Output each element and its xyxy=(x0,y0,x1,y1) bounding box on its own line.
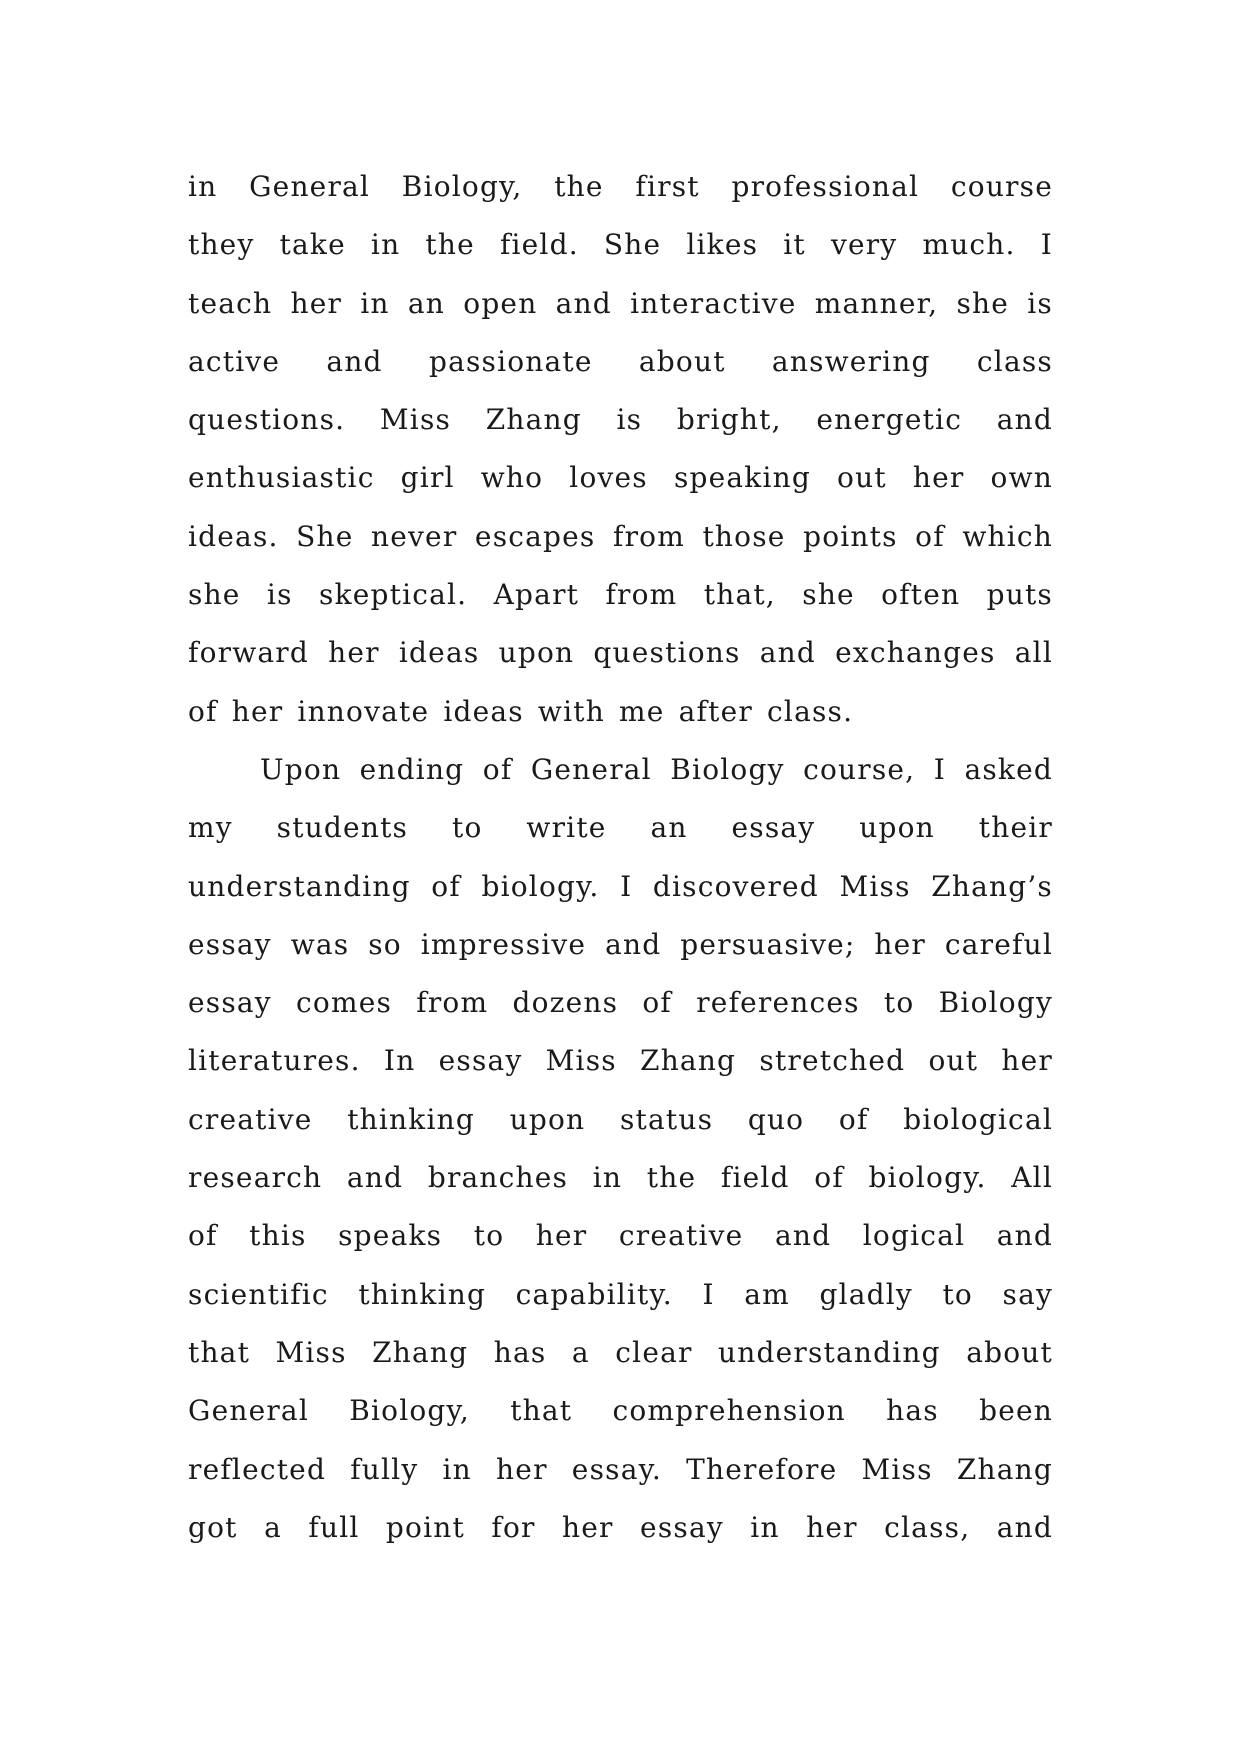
text-line: of this speaks to her creative and logical and xyxy=(188,1219,1053,1253)
text-line: she is skeptical. Apart from that, she often puts xyxy=(188,578,1053,612)
text-line: scientific thinking capability. I am gladly to say xyxy=(188,1277,1053,1311)
text-line: literatures. In essay Miss Zhang stretched out her xyxy=(188,1044,1053,1078)
text-line: essay was so impressive and persuasive; her careful xyxy=(188,927,1053,961)
text-line: General Biology, that comprehension has been xyxy=(188,1394,1053,1428)
text-line: forward her ideas upon questions and exchanges all xyxy=(188,636,1053,670)
body-text xyxy=(188,158,1053,1557)
text-line: reflected fully in her essay. Therefore Miss Zhang xyxy=(188,1452,1053,1486)
text-line: enthusiastic girl who loves speaking out her own xyxy=(188,461,1053,495)
text-line: ideas. She never escapes from those points of which xyxy=(188,519,1053,553)
text-line: understanding of biology. I discovered Miss Zhang’s xyxy=(188,869,1053,903)
text-line: they take in the field. She likes it very much. I xyxy=(188,228,1053,262)
text-line: essay comes from dozens of references to Biology xyxy=(188,986,1053,1020)
text-line: teach her in an open and interactive manner, she is xyxy=(188,286,1053,320)
paragraph-2 xyxy=(188,741,1053,1557)
text-line: active and passionate about answering class xyxy=(188,344,1053,378)
text-line: my students to write an essay upon their xyxy=(188,811,1053,845)
text-line: got a full point for her essay in her class, and xyxy=(188,1510,1053,1544)
text-line: Upon ending of General Biology course, I asked xyxy=(260,752,1053,786)
paragraph-1 xyxy=(188,158,1053,741)
text-line: questions. Miss Zhang is bright, energetic and xyxy=(188,403,1053,437)
text-line: research and branches in the field of biology. All xyxy=(188,1161,1053,1195)
text-line: creative thinking upon status quo of biological xyxy=(188,1102,1053,1136)
text-line: in General Biology, the first professional course xyxy=(188,170,1053,203)
text-line: that Miss Zhang has a clear understanding about xyxy=(188,1335,1053,1369)
text-line: of her innovate ideas with me after class. xyxy=(188,694,854,728)
